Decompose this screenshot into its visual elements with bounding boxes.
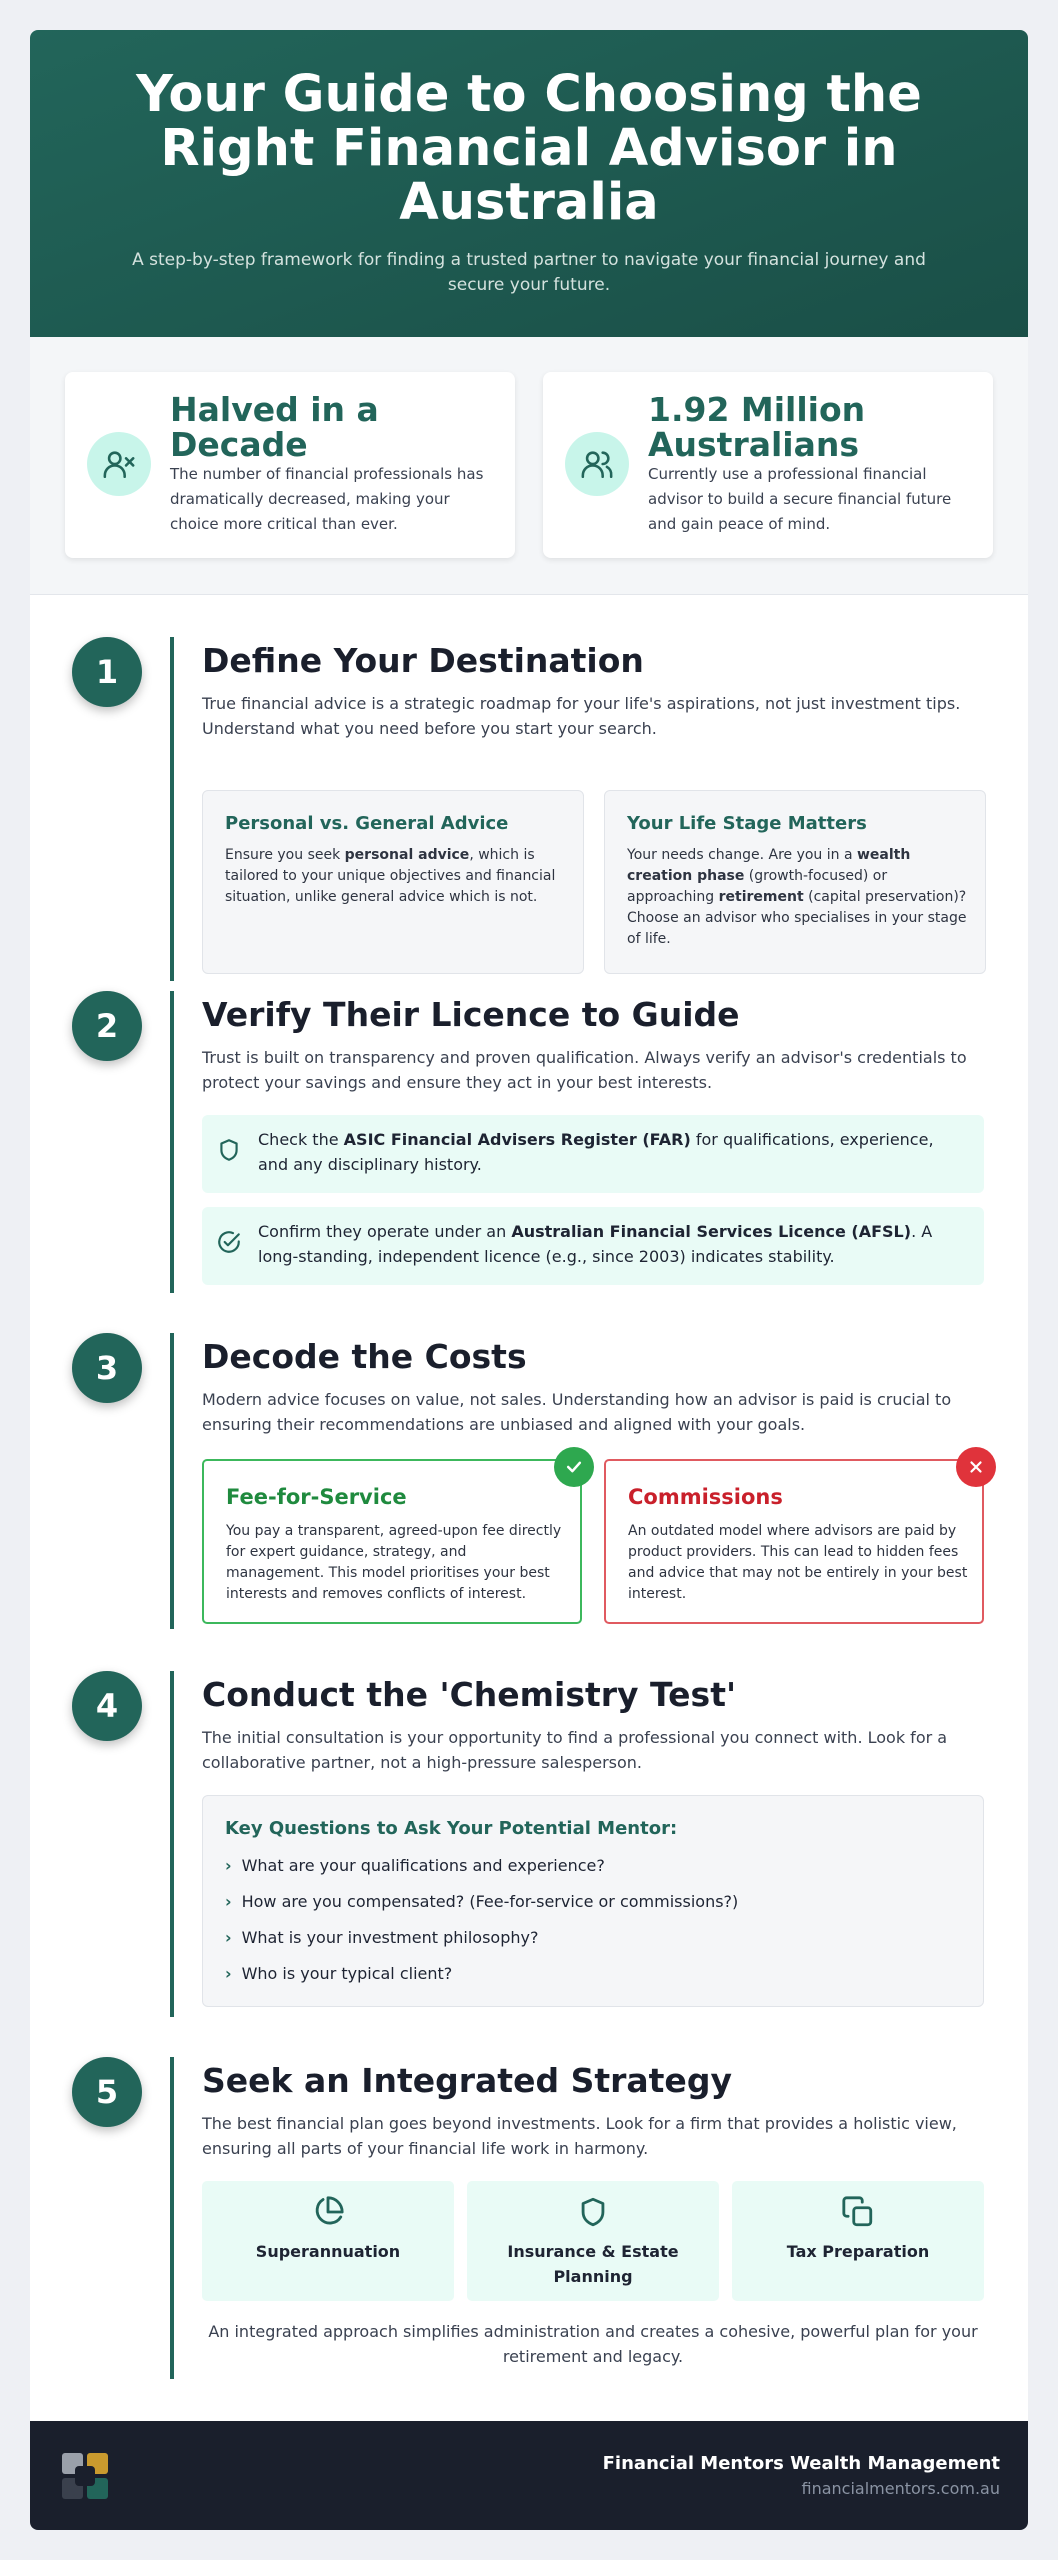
shield-icon [576,2195,610,2229]
page-title: Your Guide to Choosing the Right Financial Advisor in Australia [136,65,922,232]
step-lead: True financial advice is a strategic roadmap for your life's aspirations, not just investment tips. Understand what you need before you start your search. [202,694,961,738]
list-item: › What are your qualifications and experience? [225,1856,605,1875]
step-rail [170,1671,174,2017]
stat-card-advisors [65,372,515,558]
step-title: Verify Their Licence to Guide [202,995,740,1034]
step-title: Define Your Destination [202,641,644,680]
step-lead: The initial consultation is your opportunity to find a professional you connect with. Look for a collaborative partner, not a high-pressure salesperson. [202,1728,948,1772]
tile-label: Insurance & Estate Planning [507,2242,679,2286]
check-text: Check the ASIC Financial Advisers Register (FAR) for qualifications, experience, and any disciplinary history. [258,1130,934,1174]
check-circle-icon [216,1229,242,1255]
footer [30,2421,1028,2530]
company-logo-icon [62,2453,108,2499]
box-text: Ensure you seek personal advice, which is tailored to your unique objectives and financial situation, unlike general advice which is not. [225,847,556,905]
list-item: › Who is your typical client? [225,1964,453,1983]
tile-label: Tax Preparation [786,2242,930,2261]
hero-header [30,30,1028,337]
step-1 [30,637,1028,981]
step-number-badge: 5 [72,2057,142,2127]
infographic-card [30,30,1028,2530]
step-rail [170,637,174,981]
check-item-far [202,1115,984,1193]
step-2 [30,991,1028,1293]
stat-text: Currently use a professional financial advisor to build a secure financial future and gain peace of mind. [648,465,952,533]
box-text: An outdated model where advisors are paid by product providers. This can lead to hidden fees and advice that may not be entirely in your best interest. [628,1523,968,1602]
step-number-badge: 3 [72,1333,142,1403]
tile-tax-preparation [732,2181,984,2301]
step-number-badge: 2 [72,991,142,1061]
step-title: Decode the Costs [202,1337,527,1376]
chevron-right-icon: › [225,1892,232,1911]
copy-icon [841,2195,875,2229]
step-number-badge: 4 [72,1671,142,1741]
check-text: Confirm they operate under an Australian Financial Services Licence (AFSL). A long-standing, independent licence (e.g., since 2003) indicates stability. [258,1222,933,1266]
pie-chart-icon [311,2195,345,2229]
list-item: › What is your investment philosophy? [225,1928,539,1947]
step-3 [30,1333,1028,1629]
box-title: Fee-for-Service [226,1485,407,1509]
step-4 [30,1671,1028,2017]
tile-label: Superannuation [255,2242,401,2261]
check-icon [554,1447,594,1487]
step-title: Seek an Integrated Strategy [202,2061,732,2100]
tile-insurance-estate [467,2181,719,2301]
stat-card-users [543,372,993,558]
step-rail [170,1333,174,1629]
users-icon [565,432,629,496]
step-number-badge: 1 [72,637,142,707]
chevron-right-icon: › [225,1964,232,1983]
step-lead: Modern advice focuses on value, not sales. Understanding how an advisor is paid is crucial to ensuring their recommendations are unbiased and aligned with your goals. [202,1390,952,1434]
step-lead: The best financial plan goes beyond investments. Look for a firm that provides a holistic view, ensuring all parts of your financial life work in harmony. [202,2114,957,2158]
box-title: Your Life Stage Matters [627,813,867,834]
step-lead: Trust is built on transparency and proven qualification. Always verify an advisor's credentials to protect your savings and ensure they act in your best interests. [202,1048,967,1092]
tile-superannuation [202,2181,454,2301]
chevron-right-icon: › [225,1928,232,1947]
questions-title: Key Questions to Ask Your Potential Mentor: [225,1818,678,1839]
box-text: You pay a transparent, agreed-upon fee directly for expert guidance, strategy, and management. This model prioritises your best interests and removes conflicts of interest. [226,1523,562,1602]
stats-band [30,337,1028,595]
company-url[interactable]: financialmentors.com.au [801,2479,1000,2498]
commissions-box [604,1459,984,1624]
step-title: Conduct the 'Chemistry Test' [202,1675,737,1714]
check-item-afsl [202,1207,984,1285]
step-rail [170,2057,174,2379]
questions-box [202,1795,984,2007]
list-item: › How are you compensated? (Fee-for-service or commissions?) [225,1892,739,1911]
stat-title: Halved in a Decade [170,390,379,464]
page-subtitle: A step-by-step framework for finding a trusted partner to navigate your financial journey and secure your future. [132,250,926,295]
chevron-right-icon: › [225,1856,232,1875]
shield-icon [216,1137,242,1163]
company-name: Financial Mentors Wealth Management [602,2453,1000,2474]
advice-type-box [202,790,584,974]
box-text: Your needs change. Are you in a wealth creation phase (growth-focused) or approaching retirement (capital preservation)? Choose an advisor who specialises in your stage of life. [627,847,967,947]
life-stage-box [604,790,986,974]
stat-text: The number of financial professionals has dramatically decreased, making your choice more critical than ever. [170,465,484,533]
user-x-icon [87,432,151,496]
box-title: Commissions [628,1485,783,1509]
fee-for-service-box [202,1459,582,1624]
close-icon [956,1447,996,1487]
stat-title: 1.92 Million Australians [648,390,866,464]
integrated-closing-text: An integrated approach simplifies administration and creates a cohesive, powerful plan for your retirement and legacy. [208,2322,978,2366]
step-rail [170,991,174,1293]
box-title: Personal vs. General Advice [225,813,509,834]
step-5 [30,2057,1028,2379]
